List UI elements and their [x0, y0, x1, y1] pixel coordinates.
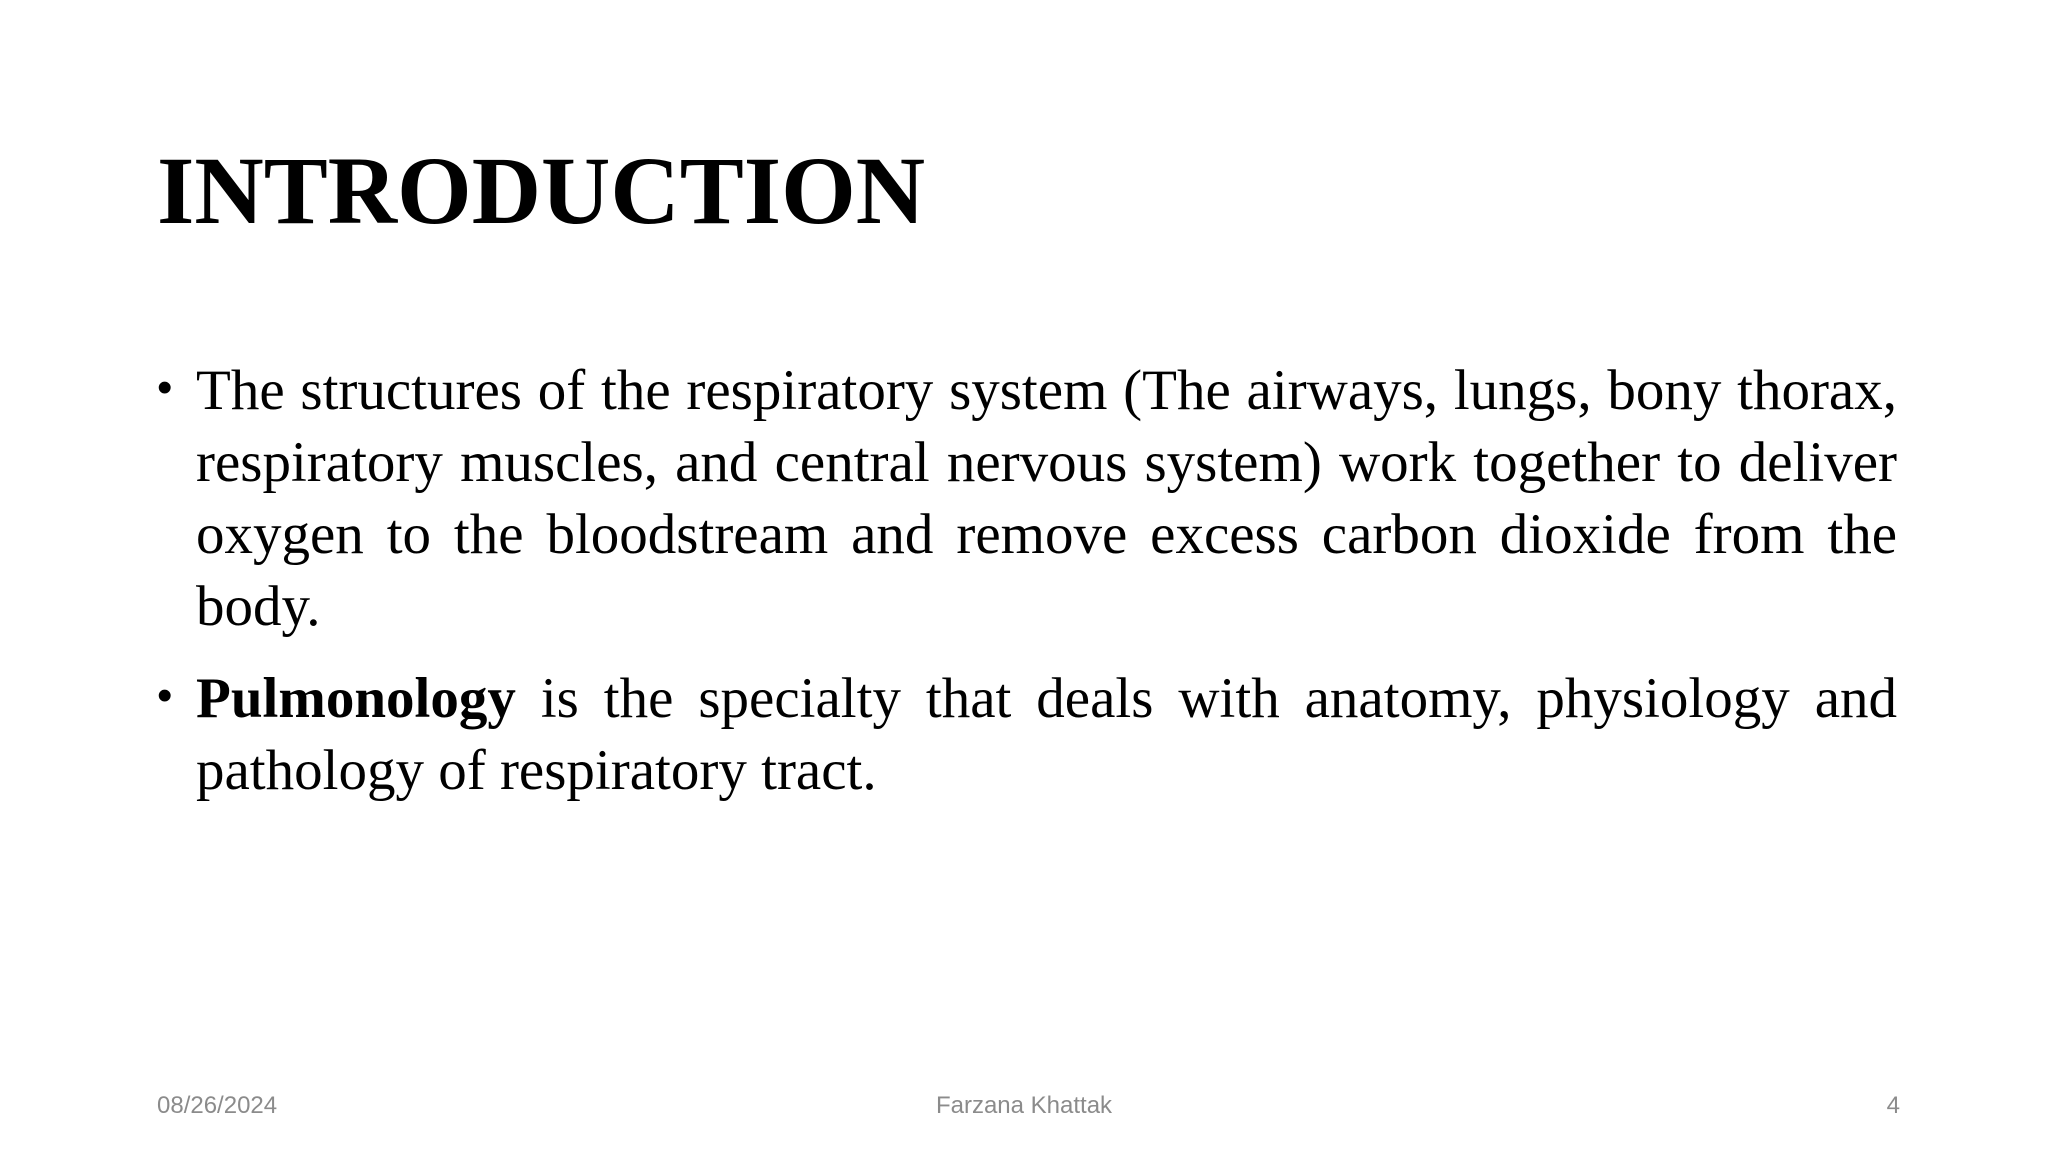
bullet-dot-icon: • — [157, 671, 173, 720]
footer-date: 08/26/2024 — [157, 1092, 278, 1119]
footer-page-number: 4 — [1886, 1092, 1900, 1119]
bullet-text: The structures of the respiratory system (The airways, lungs, bony thorax, respiratory muscles, and central nervous system) work together to deliver oxygen to the bloodstream and remove excess carbon dioxide from the body. — [196, 359, 1897, 638]
bullet-item — [157, 355, 1897, 643]
bullet-item — [157, 663, 1897, 807]
bullet-text: is the specialty that deals with anatomy, physiology and pathology of respiratory tract. — [196, 667, 1897, 802]
bullet-dot-icon: • — [157, 363, 173, 412]
bullet-list — [157, 355, 1897, 827]
slide-title: INTRODUCTION — [157, 137, 926, 244]
bullet-bold-term: Pulmonology — [196, 667, 516, 730]
footer-author: Farzana Khattak — [935, 1092, 1113, 1119]
